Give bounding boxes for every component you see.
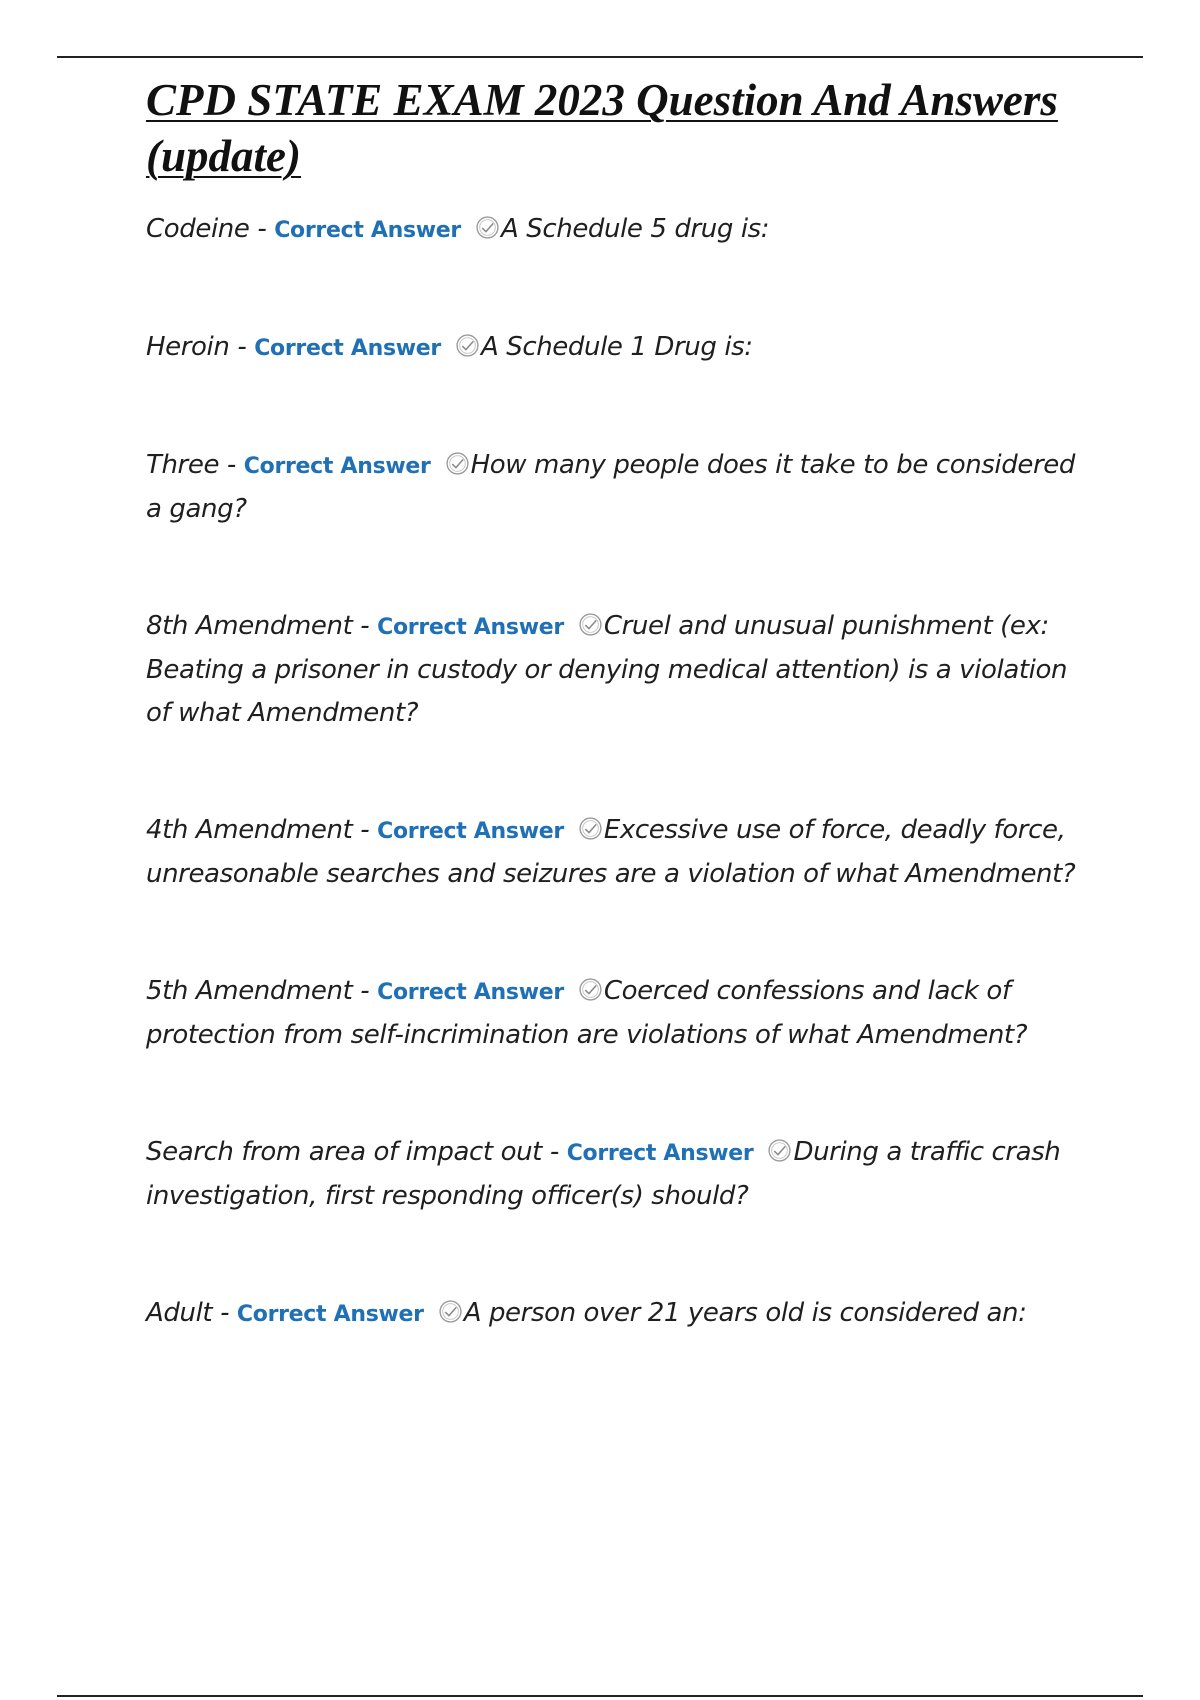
- correct-answer-label: Correct Answer: [254, 336, 441, 361]
- question-text: Cruel and unusual punishment (ex: Beating a prisoner in custody or denying medical attention) is a violation of what Amendment?: [146, 611, 1068, 728]
- question-text: Coerced confessions and lack of protection from self-incrimination are violations of what Amendment?: [146, 976, 1028, 1050]
- answer-text: 8th Amendment: [146, 611, 353, 641]
- question-text: During a traffic crash investigation, first responding officer(s) should?: [146, 1137, 1061, 1211]
- check-badge-icon: [578, 977, 603, 1002]
- separator: -: [220, 1298, 230, 1328]
- qa-item: [146, 326, 1086, 370]
- correct-answer-label: Correct Answer: [274, 218, 461, 243]
- answer-text: Codeine: [146, 214, 250, 244]
- check-badge-icon: [578, 816, 603, 841]
- answer-text: 5th Amendment: [146, 976, 353, 1006]
- bottom-rule: [57, 1695, 1143, 1697]
- check-badge-icon: [445, 451, 470, 476]
- correct-answer-label: Correct Answer: [377, 615, 564, 640]
- qa-item: [146, 208, 1086, 252]
- correct-answer-label: Correct Answer: [377, 819, 564, 844]
- check-badge-icon: [578, 612, 603, 637]
- check-badge-icon: [438, 1299, 463, 1324]
- separator: -: [360, 815, 370, 845]
- answer-text: Adult: [146, 1298, 213, 1328]
- qa-item: [146, 444, 1086, 531]
- answer-text: Heroin: [146, 332, 230, 362]
- document-page: [146, 72, 1086, 1336]
- qa-item: [146, 605, 1086, 735]
- question-text: Excessive use of force, deadly force, unreasonable searches and seizures are a violation of what Amendment?: [146, 815, 1076, 889]
- correct-answer-label: Correct Answer: [236, 1302, 424, 1327]
- qa-item: [146, 1292, 1086, 1336]
- check-badge-icon: [455, 333, 480, 358]
- answer-text: Search from area of impact out: [146, 1137, 542, 1167]
- top-rule: [57, 56, 1143, 58]
- answer-text: Three: [146, 450, 220, 480]
- question-text: A Schedule 5 drug is:: [500, 214, 770, 244]
- qa-item: [146, 970, 1086, 1057]
- correct-answer-label: Correct Answer: [566, 1141, 754, 1166]
- question-text: How many people does it take to be considered a gang?: [146, 450, 1075, 524]
- separator: -: [226, 450, 236, 480]
- question-text: A Schedule 1 Drug is:: [480, 332, 753, 362]
- question-text: A person over 21 years old is considered an:: [463, 1298, 1027, 1328]
- correct-answer-label: Correct Answer: [377, 980, 564, 1005]
- qa-item: [146, 809, 1086, 896]
- separator: -: [237, 332, 247, 362]
- qa-item: [146, 1131, 1086, 1218]
- qa-list: [146, 208, 1086, 1336]
- correct-answer-label: Correct Answer: [243, 454, 431, 479]
- separator: -: [549, 1137, 559, 1167]
- check-badge-icon: [475, 215, 500, 240]
- separator: -: [360, 976, 370, 1006]
- check-badge-icon: [767, 1138, 792, 1163]
- answer-text: 4th Amendment: [146, 815, 353, 845]
- document-title: CPD STATE EXAM 2023 Question And Answers (update): [146, 75, 1058, 181]
- separator: -: [257, 214, 267, 244]
- separator: -: [360, 611, 370, 641]
